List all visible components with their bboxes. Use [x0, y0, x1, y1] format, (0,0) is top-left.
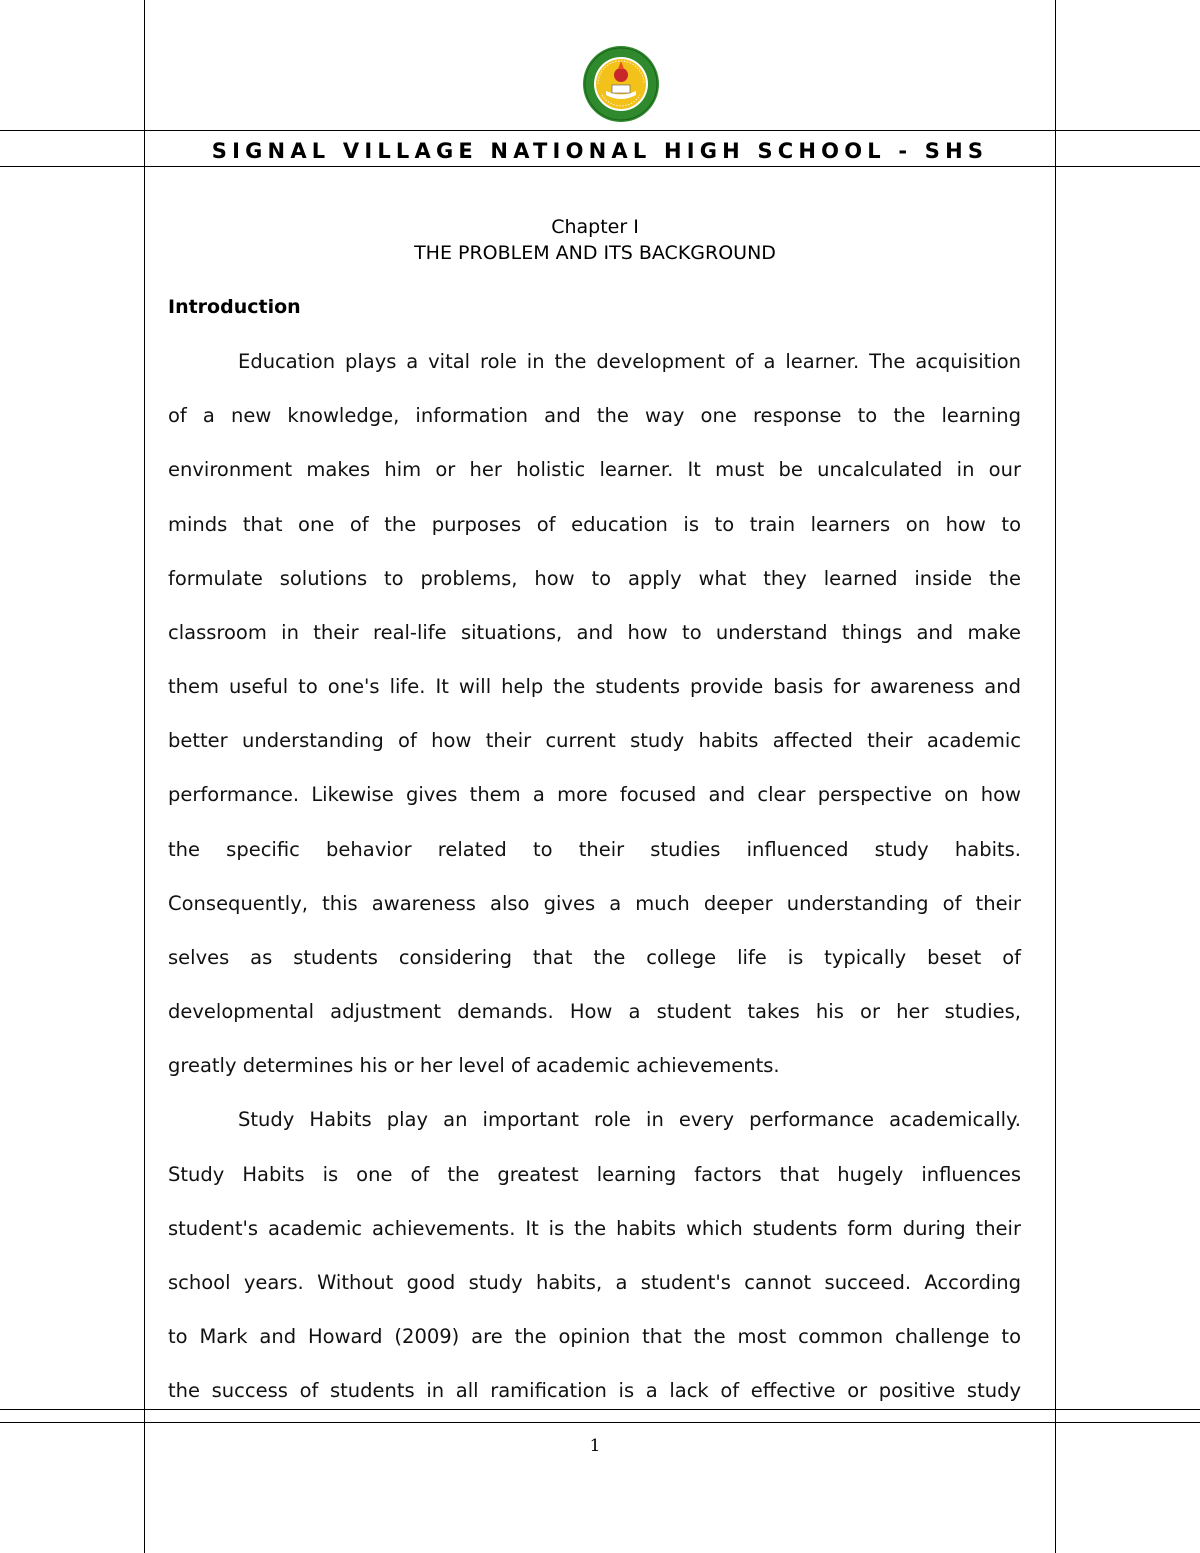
paragraph-line: student's academic achievements. It is the habits which students form during their	[168, 1217, 1021, 1240]
chapter-title: THE PROBLEM AND ITS BACKGROUND	[414, 242, 776, 264]
header-top-rule	[0, 130, 1200, 131]
school-name-header: SIGNAL VILLAGE NATIONAL HIGH SCHOOL - SHS	[211, 139, 989, 163]
paragraph-line: formulate solutions to problems, how to apply what they learned inside the	[168, 567, 1021, 590]
school-seal-icon	[582, 45, 660, 123]
paragraph-line: them useful to one's life. It will help the students provide basis for awareness and	[168, 675, 1021, 698]
paragraph-line: the specific behavior related to their studies influenced study habits.	[168, 838, 1021, 861]
paragraph-line: of a new knowledge, information and the way one response to the learning	[168, 404, 1021, 427]
footer-bottom-rule	[0, 1422, 1200, 1423]
paragraph-line: selves as students considering that the college life is typically beset of	[168, 946, 1021, 969]
paragraph-line: better understanding of how their current study habits affected their academic	[168, 729, 1021, 752]
paragraph-line: school years. Without good study habits, a student's cannot succeed. According	[168, 1271, 1021, 1294]
paragraph-line: Study Habits is one of the greatest learning factors that hugely influences	[168, 1163, 1021, 1186]
page-number: 1	[589, 1436, 601, 1456]
paragraph-line: performance. Likewise gives them a more focused and clear perspective on how	[168, 783, 1021, 806]
paragraph-line: minds that one of the purposes of education is to train learners on how to	[168, 513, 1021, 536]
paragraph-line: environment makes him or her holistic learner. It must be uncalculated in our	[168, 458, 1021, 481]
paragraph-line: developmental adjustment demands. How a student takes his or her studies,	[168, 1000, 1021, 1023]
paragraph-line: Consequently, this awareness also gives a much deeper understanding of their	[168, 892, 1021, 915]
footer-top-rule	[0, 1409, 1200, 1410]
header-bottom-rule	[0, 166, 1200, 167]
right-margin-rule	[1055, 0, 1056, 1553]
paragraph-line: the success of students in all ramification is a lack of effective or positive study	[168, 1379, 1021, 1402]
paragraph-line: Education plays a vital role in the development of a learner. The acquisition	[238, 350, 1021, 373]
paragraph-line: classroom in their real-life situations, and how to understand things and make	[168, 621, 1021, 644]
chapter-label: Chapter I	[551, 216, 639, 238]
paragraph-line: greatly determines his or her level of academic achievements.	[168, 1054, 780, 1077]
section-heading: Introduction	[168, 296, 301, 318]
paragraph-line: Study Habits play an important role in every performance academically.	[238, 1108, 1021, 1131]
paragraph-line: to Mark and Howard (2009) are the opinion that the most common challenge to	[168, 1325, 1021, 1348]
